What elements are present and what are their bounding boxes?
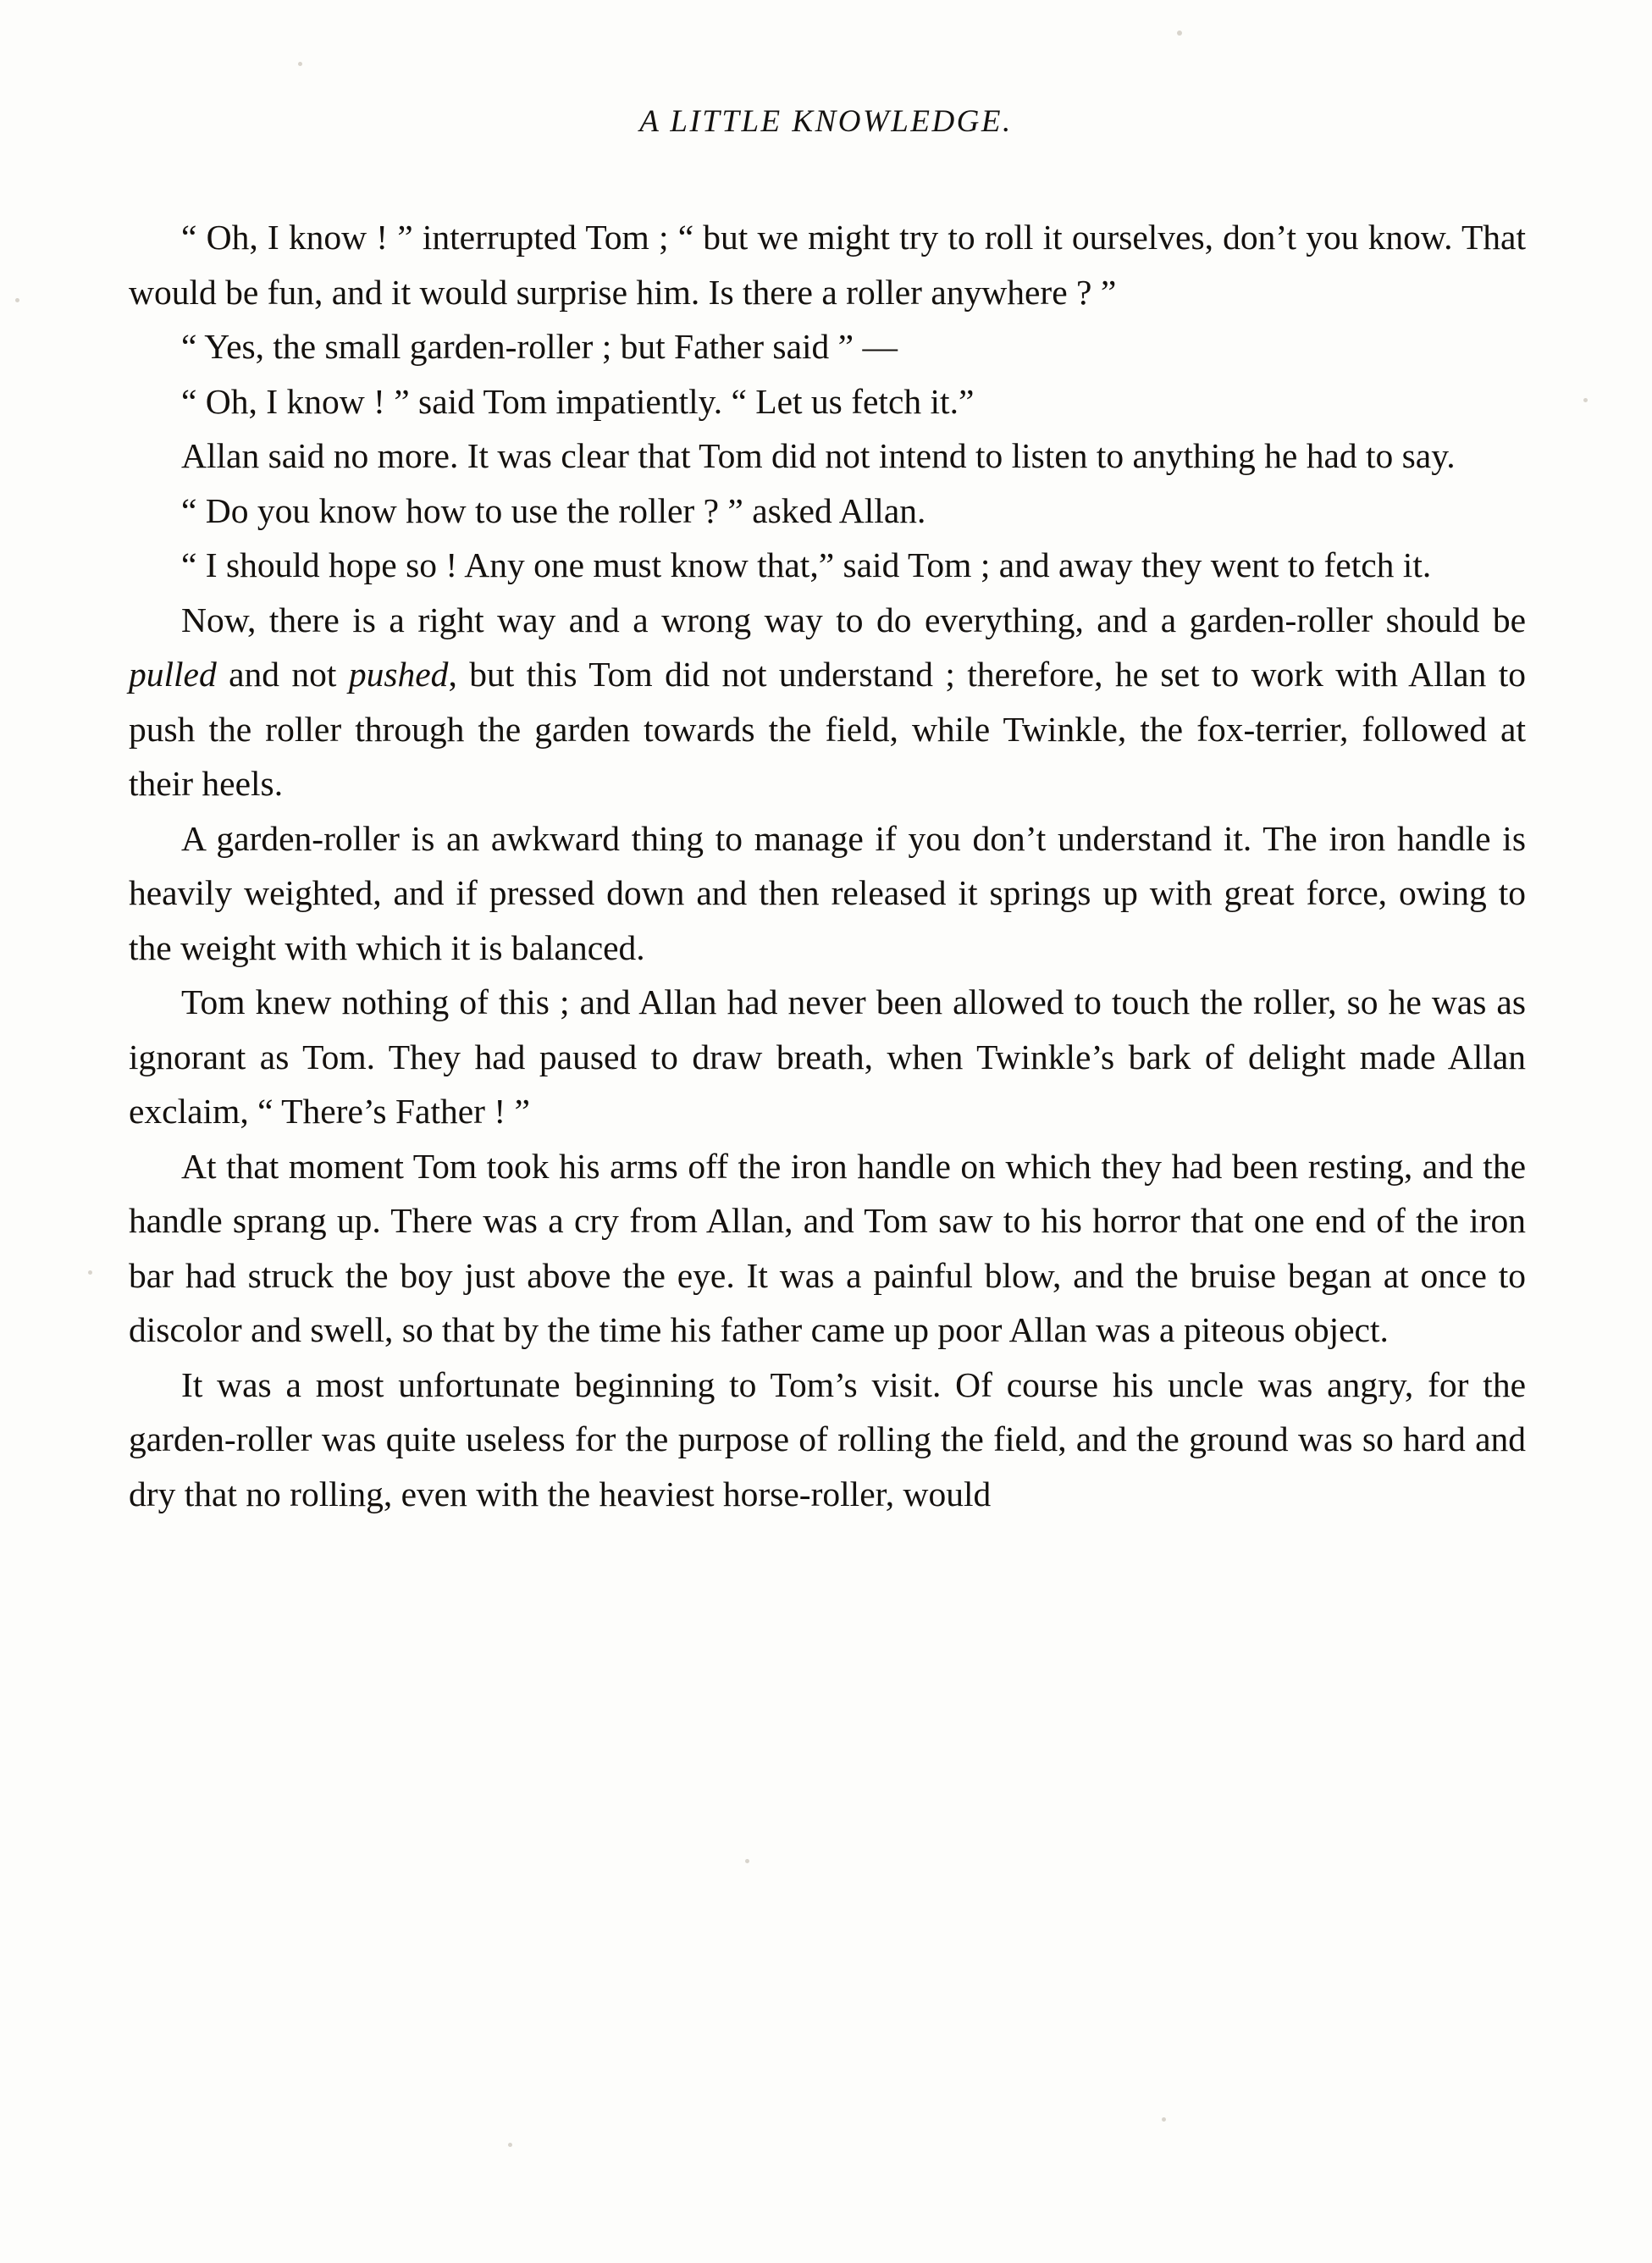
paragraph-with-emphasis — [129, 593, 1526, 811]
page-body-text — [129, 210, 1526, 1521]
paragraph: “ Do you know how to use the roller ? ” asked Allan. — [181, 490, 926, 530]
paragraph: “ Oh, I know ! ” interrupted Tom ; “ but we might try to roll it ourselves, don’t you know. That would be fun, and it would surprise him. Is there a roller anywhere ? ” — [129, 218, 1526, 312]
paragraph-lead: Now, there is a right way and a wrong way to do everything, and a garden-roller should be — [181, 600, 1526, 639]
paragraph: At that moment Tom took his arms off the iron handle on which they had been resting, and the handle sprang up. There was a cry from Allan, and Tom saw to his horror that one end of the iron bar had struck the boy just above the eye. It was a painful blow, and the bruise began at once to discolor and swell, so that by the time his father came up poor Allan was a piteous object. — [129, 1146, 1526, 1349]
paragraph: Tom knew nothing of this ; and Allan had never been allowed to touch the roller, so he was as ignorant as Tom. They had paused to draw breath, when Twinkle’s bark of delight made Allan exclaim, “ There’s Father ! ” — [129, 982, 1526, 1131]
paper-speck — [1162, 2117, 1166, 2122]
paragraph: “ Oh, I know ! ” said Tom impatiently. “ Let us fetch it.” — [181, 381, 975, 421]
paragraph: It was a most unfortunate beginning to Tom’s visit. Of course his uncle was angry, for the garden-roller was quite useless for the purpose of rolling the field, and the ground was so hard and dry that no rolling, even with the heaviest horse-roller, would — [129, 1364, 1526, 1513]
paper-speck — [1177, 30, 1182, 36]
paper-speck — [88, 1270, 92, 1275]
emphasis-pulled: pulled — [129, 655, 217, 694]
page-running-head: A LITTLE KNOWLEDGE. — [639, 104, 1013, 139]
paper-speck — [1583, 398, 1588, 402]
paper-speck — [298, 62, 302, 66]
paragraph: “ Yes, the small garden-roller ; but Father said ” — — [181, 327, 898, 366]
paragraph: Allan said no more. It was clear that Tom did not intend to listen to anything he had to say. — [181, 436, 1456, 475]
paragraph-middle: and not — [216, 655, 349, 694]
paragraph-tail: , but this Tom did not understand ; therefore, he set to work with Allan to push the roller through the garden towards the field, while Twinkle, the fox-terrier, followed at their heels. — [129, 655, 1526, 803]
paragraph: “ I should hope so ! Any one must know that,” said Tom ; and away they went to fetch it. — [181, 545, 1432, 584]
paragraph: A garden-roller is an awkward thing to manage if you don’t understand it. The iron handle is heavily weighted, and if pressed down and then released it springs up with great force, owing to the weight with which it is balanced. — [129, 818, 1526, 967]
paper-speck — [15, 298, 19, 302]
emphasis-pushed: pushed — [348, 655, 449, 694]
paper-speck — [508, 2143, 512, 2147]
paper-speck — [745, 1859, 749, 1863]
